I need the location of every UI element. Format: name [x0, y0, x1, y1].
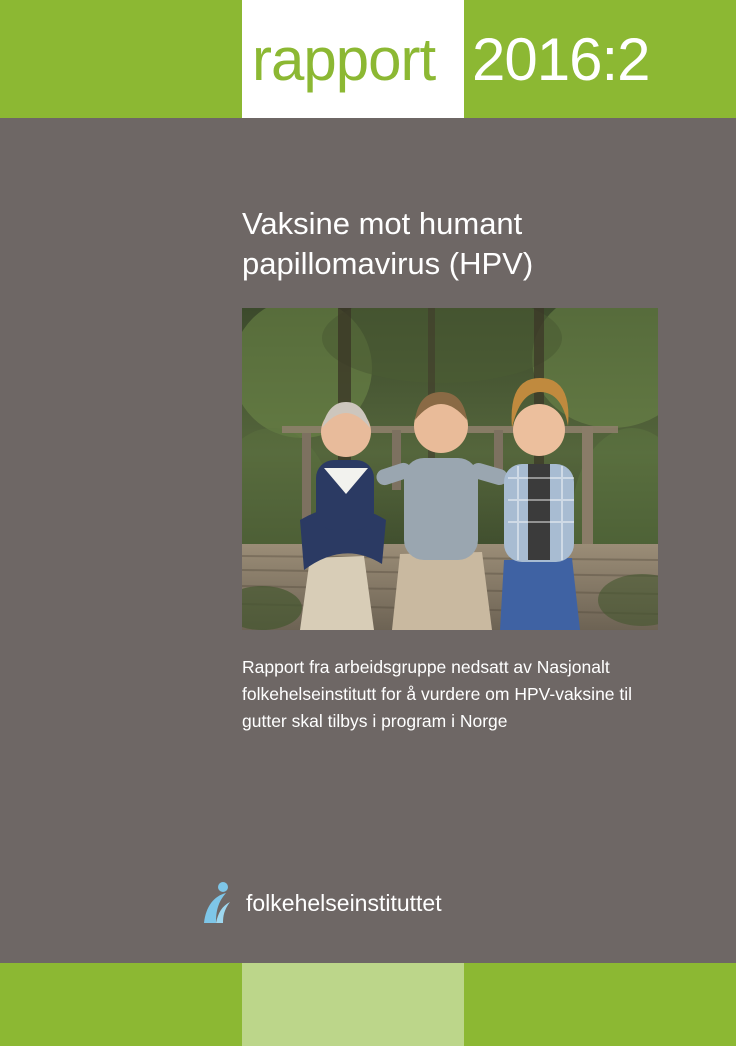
folkehelseinstituttet-logo-icon — [196, 880, 238, 926]
publisher-name: folkehelseinstituttet — [246, 889, 442, 916]
cover-photo-graphic — [242, 308, 658, 630]
cover-body — [0, 118, 736, 963]
footer-light-block — [242, 963, 464, 1046]
page-title: Vaksine mot humant papillomavirus (HPV) — [242, 206, 534, 281]
photo-person-right — [500, 378, 580, 630]
cover-subtitle: Rapport fra arbeidsgruppe nedsatt av Nasjonalt folkehelseinstitutt for å vurdere om HPV-vaksine til gutter skal tilbys i program i Norge — [242, 657, 633, 731]
cover-photo — [242, 308, 658, 630]
masthead-brand-word: rapport — [252, 26, 436, 93]
masthead-issue-number: 2016:2 — [472, 26, 650, 93]
masthead-band — [0, 0, 736, 118]
publisher-logo — [196, 880, 442, 926]
